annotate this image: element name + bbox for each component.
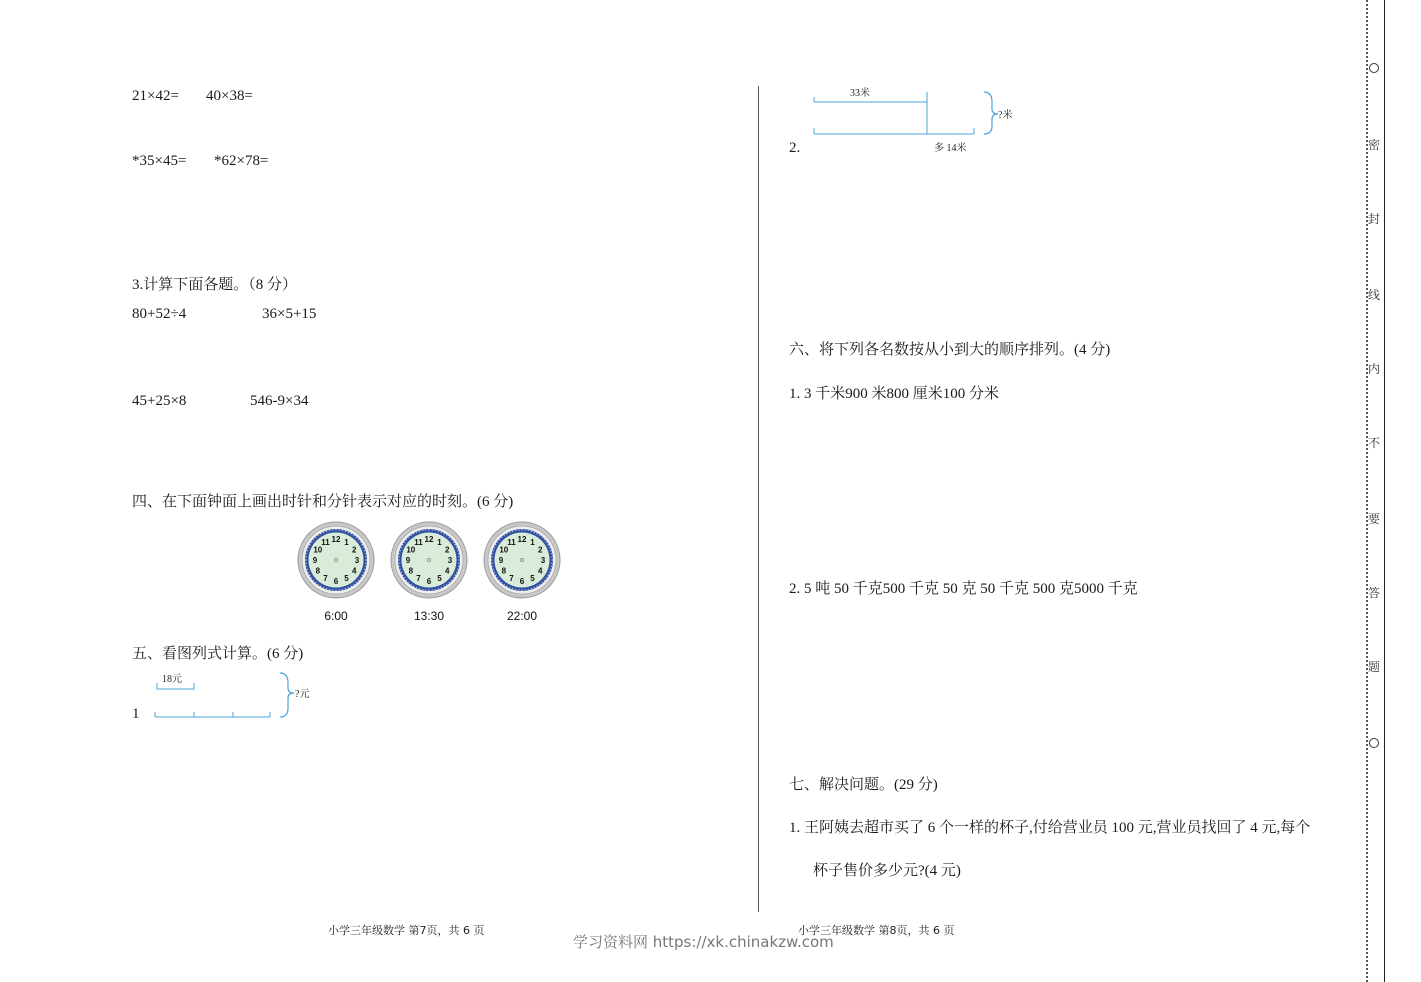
site-watermark: 学习资料网 https://xk.chinakzw.com [573,933,834,951]
clock-minute-tick [451,580,452,581]
clock-minute-tick [316,537,317,538]
clock-13-30[interactable] [389,520,469,623]
clock-minute-tick [449,537,450,538]
clock-number: 10 [499,545,509,555]
clock-minute-tick [409,582,410,583]
clock-number: 8 [408,566,414,576]
clock-6-00[interactable] [296,520,376,623]
clock-number: 12 [517,535,527,544]
left-page-footer: 小学三年级数学 第7页，共 6 页 [328,924,485,937]
clock-minute-tick [313,580,314,581]
clock-number: 2 [537,545,543,555]
clock-minute-tick [546,577,547,578]
seal-char-6: 要 [1368,512,1381,526]
binding-border [1384,0,1385,982]
clock-minute-tick [504,535,505,536]
clock-minute-tick [453,542,454,543]
clock-minute-tick [411,584,412,585]
clock-face-icon[interactable] [296,520,376,600]
clock-number: 12 [331,535,341,544]
clock-number: 5 [344,574,349,584]
problem-1-text: 1. 王阿姨去超市买了 6 个一样的杯子,付给营业员 100 元,营业员找回了 4 元,每个 [789,820,1311,836]
clock-minute-tick [453,577,454,578]
length-segment-diagram [806,82,1026,160]
clock-minute-tick [449,582,450,583]
clock-number: 8 [501,566,507,576]
clock-number: 7 [416,574,421,584]
clock-number: 12 [424,535,434,544]
seal-line-labels [1366,0,1380,982]
clock-minute-tick [353,584,354,585]
clock-minute-tick [544,540,545,541]
clock-minute-tick [360,542,361,543]
clock-minute-tick [539,535,540,536]
money-segment-diagram [150,668,330,724]
clock-number: 8 [315,566,321,576]
expr-45-25x8: 45+25×8 [132,393,187,409]
diagram-segment-label: 18元 [162,674,182,685]
clock-minute-tick [404,542,405,543]
seal-char-2: 封 [1368,212,1381,226]
clock-number: 9 [498,556,504,565]
calc-21x42: 21×42= [132,88,179,104]
clock-number: 9 [405,556,411,565]
section-6-item-1: 1. 3 千米900 米800 厘米100 分米 [789,386,1000,402]
question-2-number: 2. [789,140,801,156]
clock-minute-tick [446,584,447,585]
expr-80-52: 80+52÷4 [132,306,187,322]
expr-546-9x34: 546-9×34 [250,393,309,409]
clock-minute-tick [316,582,317,583]
clock-number: 3 [540,556,546,565]
seal-circle-bottom [1369,738,1379,748]
clock-number: 11 [414,537,423,547]
section-3-title: 3.计算下面各题。（8 分） [132,277,298,293]
clock-minute-tick [542,582,543,583]
clock-number: 5 [437,574,442,584]
seal-char-1: 密 [1368,138,1381,152]
clock-number: 7 [323,574,328,584]
clock-face-icon[interactable] [389,520,469,600]
clock-number: 1 [437,537,442,547]
seal-char-4: 内 [1368,362,1381,376]
calc-62x78: *62×78= [214,153,269,169]
clock-face-icon[interactable] [482,520,562,600]
expr-36x5: 36×5+15 [262,306,317,322]
clock-number: 6 [519,577,525,586]
clock-number: 7 [509,574,514,584]
clock-number: 4 [351,566,357,576]
section-6-item-2: 2. 5 吨 50 千克500 千克 50 克 50 千克 500 克5000 千克 [789,581,1138,597]
clock-number: 9 [312,556,318,565]
clock-minute-tick [356,582,357,583]
clock-number: 4 [537,566,543,576]
seal-char-5: 不 [1368,436,1381,450]
clock-time-label: 13:30 [413,609,445,623]
clock-minute-tick [311,577,312,578]
clock-minute-tick [504,584,505,585]
seal-char-3: 线 [1368,288,1381,302]
seal-char-8: 题 [1368,660,1381,674]
clock-number: 10 [313,545,323,555]
question-1-number: 1 [132,706,140,722]
section-6-title: 六、将下列各名数按从小到大的顺序排列。(4 分) [789,342,1111,358]
diagram-total-label: ?米 [998,110,1013,121]
clock-minute-tick [502,537,503,538]
seal-char-7: 答 [1368,586,1381,600]
clock-minute-tick [360,577,361,578]
clock-number: 5 [530,574,535,584]
clock-minute-tick [539,584,540,585]
clock-22-00[interactable] [482,520,562,623]
clock-minute-tick [404,577,405,578]
clock-number: 3 [447,556,453,565]
clock-minute-tick [409,537,410,538]
calc-40x38: 40×38= [206,88,253,104]
clock-minute-tick [499,540,500,541]
clock-minute-tick [502,582,503,583]
diagram-more-label: 多 14米 [934,143,967,154]
clock-number: 3 [354,556,360,565]
clock-number: 2 [444,545,450,555]
clock-minute-tick [546,542,547,543]
clock-time-label: 6:00 [324,609,348,623]
clock-number: 1 [530,537,535,547]
clock-number: 1 [344,537,349,547]
clock-minute-tick [406,540,407,541]
clock-number: 6 [426,577,432,586]
diagram-total-label: ?元 [295,689,310,700]
section-7-title: 七、解决问题。(29 分) [789,777,938,793]
clock-minute-tick [451,540,452,541]
clock-minute-tick [318,584,319,585]
clock-minute-tick [411,535,412,536]
right-page-footer: 小学三年级数学 第8页，共 6 页 [798,924,955,937]
clock-number: 10 [406,545,416,555]
problem-1-text-cont: 杯子售价多少元?(4 元) [813,863,961,879]
calc-35x45: *35×45= [132,153,187,169]
clock-minute-tick [358,540,359,541]
clock-minute-tick [446,535,447,536]
clock-minute-tick [353,535,354,536]
clock-minute-tick [497,542,498,543]
clock-minute-tick [358,580,359,581]
diagram-total-brace [984,92,998,134]
clock-number: 6 [333,577,339,586]
clock-number: 4 [444,566,450,576]
diagram-top-label: 33米 [850,88,870,99]
clock-minute-tick [318,535,319,536]
clock-minute-tick [499,580,500,581]
clock-minute-tick [542,537,543,538]
clock-minute-tick [313,540,314,541]
page-divider [758,86,759,912]
clock-minute-tick [406,580,407,581]
clock-number: 2 [351,545,357,555]
clock-number: 11 [507,537,516,547]
clock-minute-tick [311,542,312,543]
diagram-total-brace [280,673,294,717]
section-5-title: 五、看图列式计算。(6 分) [132,646,304,662]
clock-minute-tick [356,537,357,538]
clock-minute-tick [544,580,545,581]
clock-minute-tick [497,577,498,578]
seal-circle-top [1369,63,1379,73]
clock-number: 11 [321,537,330,547]
section-4-title: 四、在下面钟面上画出时针和分针表示对应的时刻。(6 分) [132,494,514,510]
clock-time-label: 22:00 [506,609,538,623]
